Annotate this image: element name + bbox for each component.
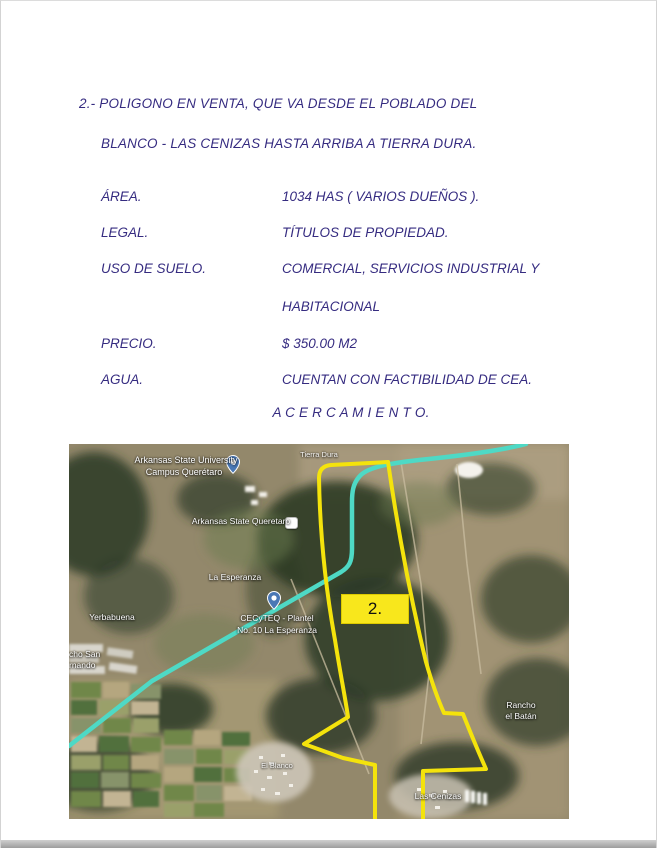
map-label-tierra-dura: Tierra Dura (300, 450, 338, 459)
spec-label: LEGAL. (101, 225, 149, 240)
map-label-batan-line2: el Batán (505, 711, 537, 721)
map-label-cecyteq-line1: CECyTEQ - Plantel (240, 613, 314, 623)
spec-row-area (101, 189, 581, 205)
spec-row-legal (101, 225, 581, 241)
spec-row-uso-de-suelo (101, 261, 581, 277)
map-label-campus-line2: Campus Querétaro (145, 467, 223, 477)
cecyteq-map-pin-icon (267, 591, 281, 610)
spec-label: USO DE SUELO. (101, 261, 207, 276)
viewer-bottom-bar (1, 840, 657, 848)
doc-title-line2: BLANCO - LAS CENIZAS HASTA ARRIBA A TIERRA DURA. (101, 136, 477, 151)
spec-value: COMERCIAL, SERVICIOS INDUSTRIAL Y (282, 261, 540, 276)
spec-value: 1034 HAS ( VARIOS DUEÑOS ). (282, 189, 480, 204)
map-label-rancho-san-line2: rnando (69, 660, 96, 670)
spec-value: HABITACIONAL (282, 299, 381, 314)
map-label-las-cenizas: Las Cenizas (414, 791, 462, 801)
map-label-arkansas-state-queretaro: Arkansas State Queretaro (191, 516, 291, 526)
doc-title-line1: 2.- POLIGONO EN VENTA, QUE VA DESDE EL POBLADO DEL (79, 96, 478, 111)
map-label-batan-line1: Rancho (506, 700, 536, 710)
map-label-campus-line1: Arkansas State University (134, 455, 238, 465)
map-label-rancho-san-line1: cho San (69, 649, 101, 659)
satellite-terrain-image (69, 444, 569, 819)
spec-value: $ 350.00 M2 (282, 336, 358, 351)
map-label-yerbabuena: Yerbabuena (89, 612, 135, 622)
spec-label: AGUA. (101, 372, 144, 387)
spec-row-precio (101, 336, 581, 352)
map-label-la-esperanza: La Esperanza (208, 572, 262, 582)
parcel-2-label: 2. (341, 594, 409, 624)
spec-row-habitacional (101, 299, 581, 315)
map-label-cecyteq-line2: No. 10 La Esperanza (237, 625, 317, 635)
spec-label: PRECIO. (101, 336, 157, 351)
closeup-heading: A C E R C A M I E N T O. (272, 405, 430, 420)
spec-row-agua (101, 372, 581, 388)
satellite-map (69, 444, 569, 819)
spec-value: CUENTAN CON FACTIBILIDAD DE CEA. (282, 372, 533, 387)
spec-value: TÍTULOS DE PROPIEDAD. (282, 225, 449, 240)
map-label-el-blanco: El Blanco (261, 761, 293, 770)
spec-label: ÁREA. (101, 189, 142, 204)
